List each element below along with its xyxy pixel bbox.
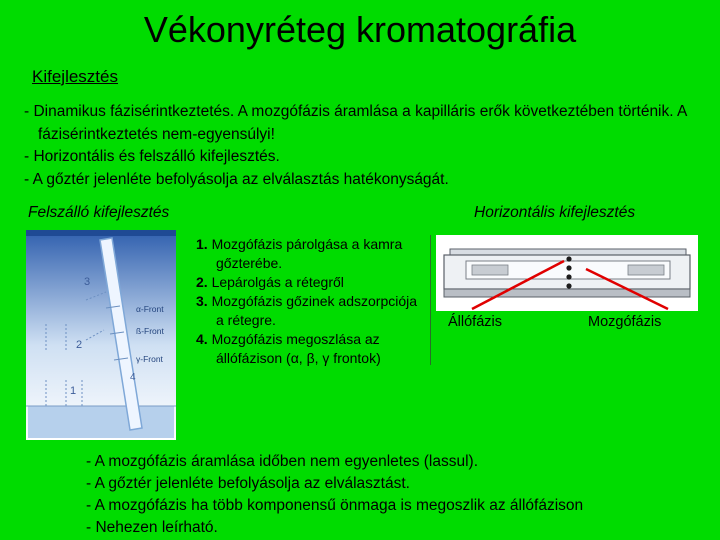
ascending-chamber-figure xyxy=(26,230,176,440)
vapor-number-2: 2 xyxy=(76,339,83,351)
horizontal-chamber-figure xyxy=(436,235,698,355)
vapor-number-1: 1 xyxy=(70,385,77,397)
horizontal-label: Horizontális kifejlesztés xyxy=(474,204,636,221)
list-item: - Horizontális és felszálló kifejlesztés. xyxy=(24,148,280,165)
ascending-label: Felszálló kifejlesztés xyxy=(28,204,170,221)
divider xyxy=(430,235,431,365)
alpha-front-label: α-Front xyxy=(136,304,164,314)
beta-front-label: ß-Front xyxy=(136,326,164,336)
intro-list xyxy=(24,101,716,191)
list-item: - A gőztér jelenléte befolyásolja az elválasztás hatékonyságát. xyxy=(24,170,449,188)
list-item: 3. Mozgófázis gőzinek adszorpciója a rétegre. xyxy=(196,293,418,328)
list-item: - A mozgófázis ha több komponensű önmaga is megoszlik az állófázison xyxy=(86,497,584,514)
plate-number-4: 4 xyxy=(130,372,136,383)
steps-list xyxy=(196,235,426,368)
list-item: - A mozgófázis áramlása időben nem egyenletes (lassul). xyxy=(86,453,479,470)
section-heading: Kifejlesztés xyxy=(32,67,118,86)
list-item: 1. Mozgófázis párolgása a kamra gőzterébe. xyxy=(196,236,403,271)
list-item: 4. Mozgófázis megoszlása az állófázison (α, β, γ frontok) xyxy=(196,331,381,366)
gamma-front-label: γ-Front xyxy=(136,354,163,364)
vapor-number-3: 3 xyxy=(84,276,91,288)
list-item: - Dinamikus fázisérintkeztetés. A mozgófázis áramlása a kapilláris erők következtében történik. A fázisérintkeztetés nem-egyensúlyi! xyxy=(24,103,687,143)
stationary-phase-label: Állófázis xyxy=(448,314,502,330)
page-title: Vékonyréteg kromatográfia xyxy=(143,9,577,50)
mobile-phase-label: Mozgófázis xyxy=(588,314,662,330)
chamber-lid xyxy=(26,230,176,236)
list-item: - A gőztér jelenléte befolyásolja az elválasztást. xyxy=(86,475,410,492)
list-item: - Nehezen leírható. xyxy=(86,519,218,536)
notes-list xyxy=(86,451,706,539)
solvent-pool xyxy=(28,406,174,438)
list-item: 2. Lepárolgás a rétegről xyxy=(196,274,344,290)
